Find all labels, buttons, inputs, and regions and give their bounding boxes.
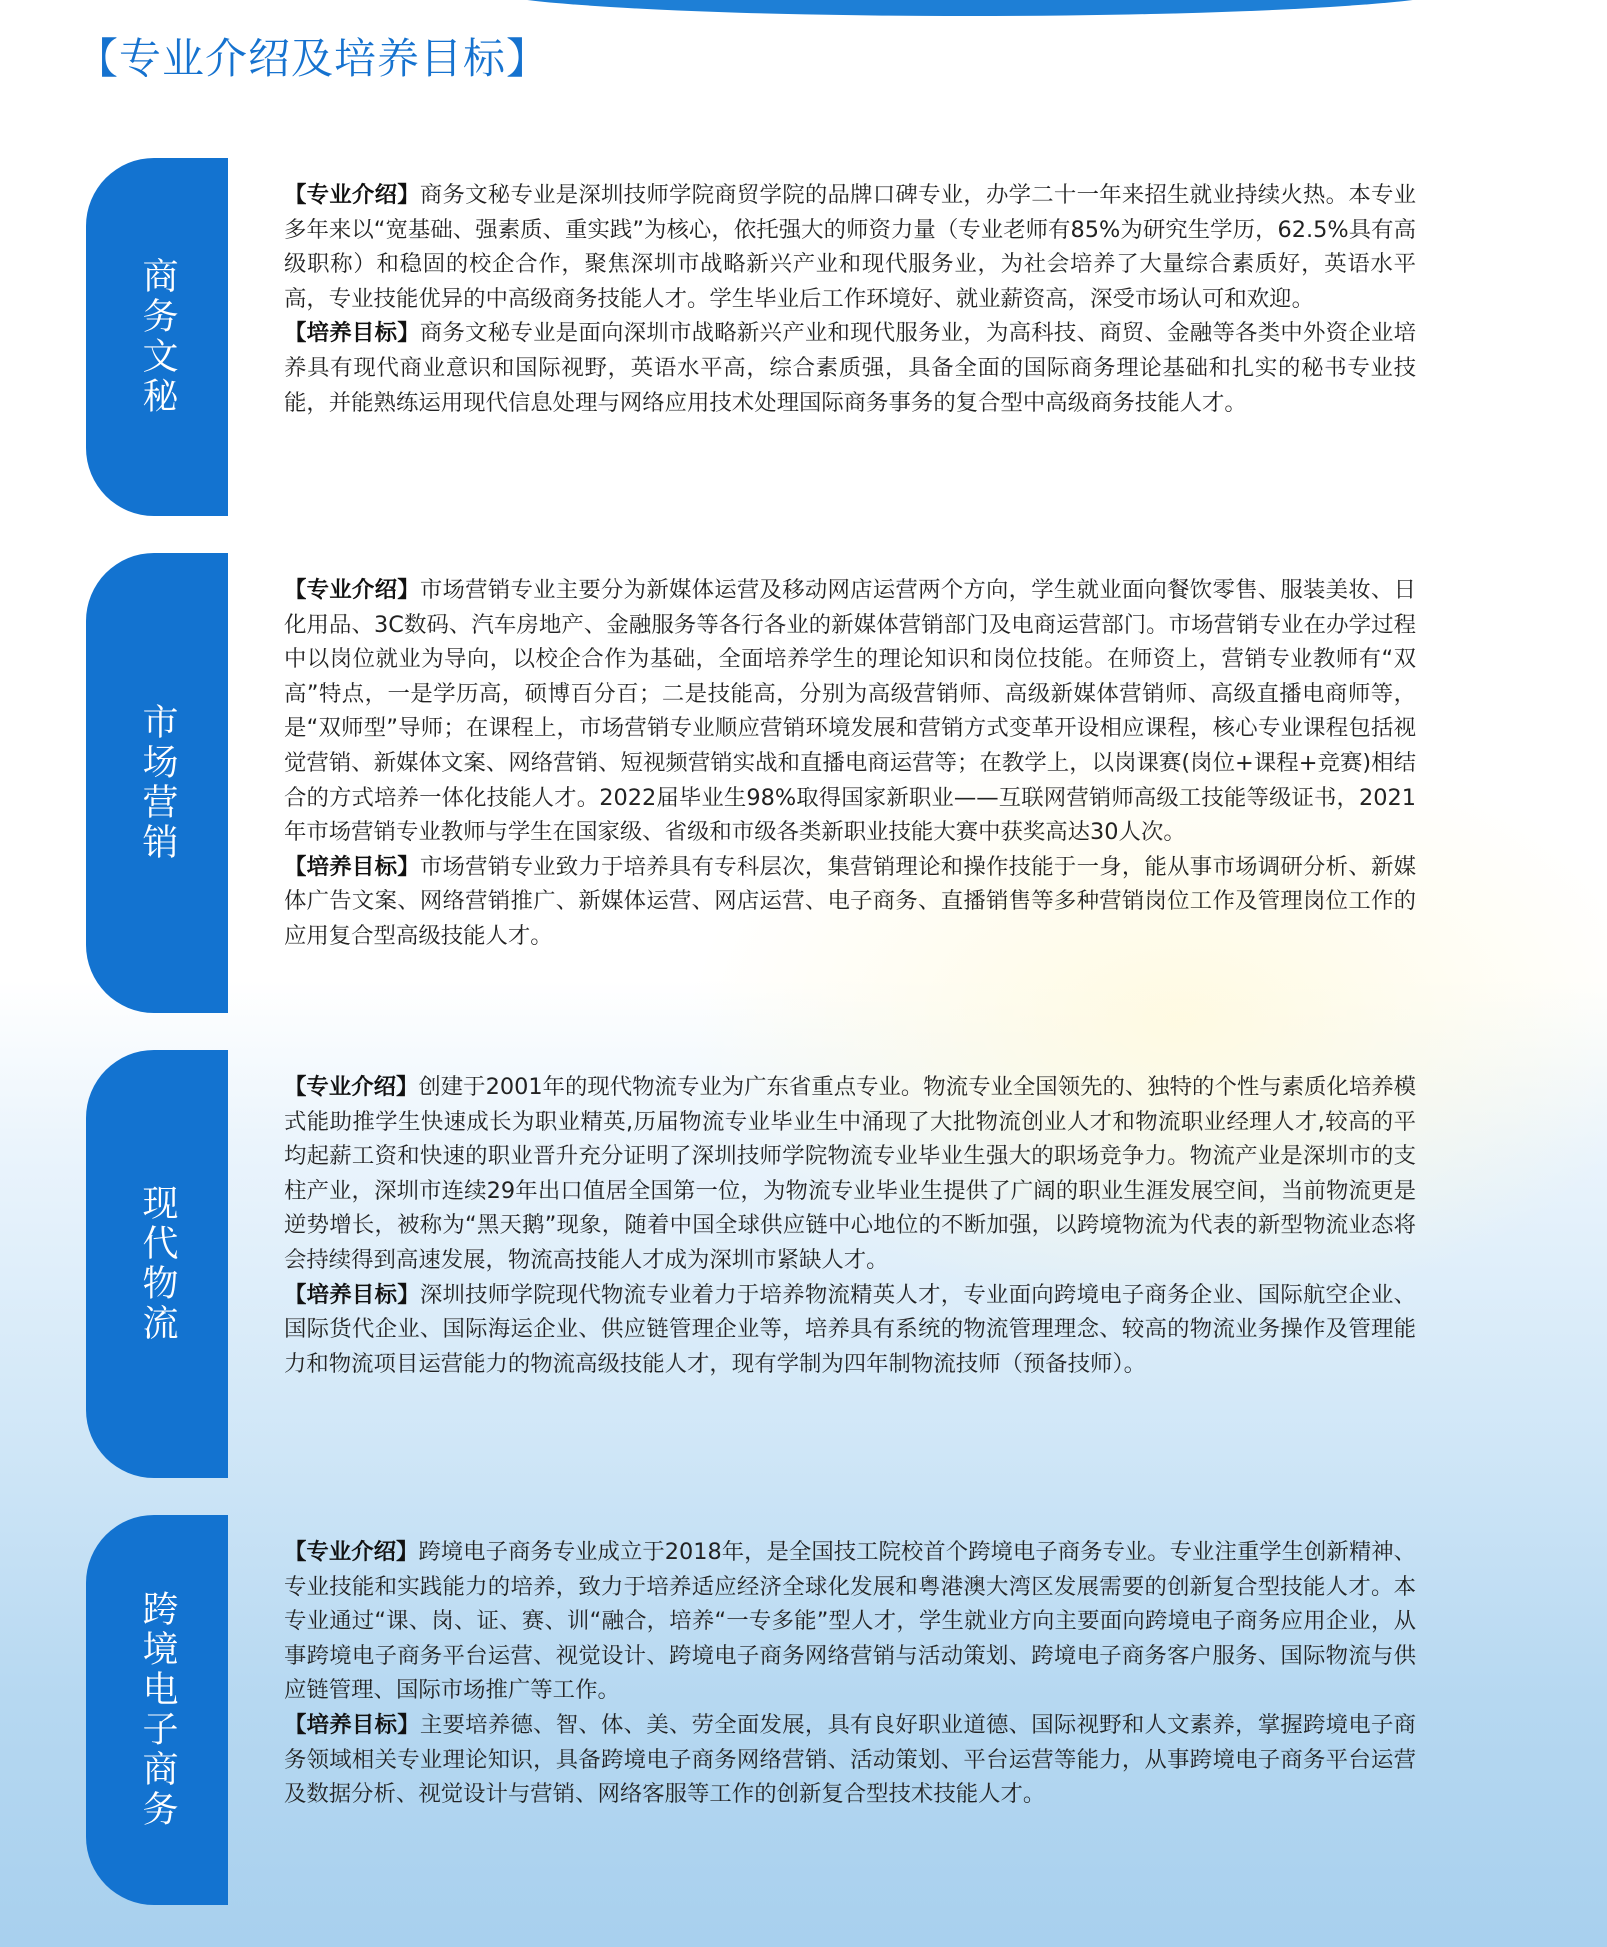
goal-text: 商务文秘专业是面向深圳市战略新兴产业和现代服务业，为高科技、商贸、金融等各类中外资企业培养具有现代商业意识和国际视野，英语水平高，综合素质强，具备全面的国际商务理论基础和扎实的秘书专业技能，并能熟练运用现代信息处理与网络应用技术处理国际商务事务的复合型中高级商务技能人才。 <box>284 320 1417 416</box>
goal-label: 【培养目标】 <box>284 1281 420 1308</box>
top-decorative-arc <box>480 0 1460 16</box>
section-content <box>284 178 1416 420</box>
goal-paragraph <box>284 850 1416 954</box>
section-modern-logistics <box>86 1050 1446 1478</box>
section-content <box>284 1535 1416 1812</box>
section-content <box>284 1070 1416 1381</box>
section-tab <box>86 553 228 1013</box>
section-tab-label: 现代物流 <box>137 1184 178 1344</box>
intro-paragraph <box>284 1070 1416 1278</box>
intro-label: 【专业介绍】 <box>284 1074 419 1100</box>
section-tab-label: 市场营销 <box>137 703 178 863</box>
page-title: 【专业介绍及培养目标】 <box>76 34 550 83</box>
intro-paragraph <box>284 573 1416 850</box>
section-business-secretary <box>86 158 1446 516</box>
section-tab-label: 跨境电子商务 <box>137 1590 178 1830</box>
goal-text: 主要培养德、智、体、美、劳全面发展，具有良好职业道德、国际视野和人文素养，掌握跨境电子商务领域相关专业理论知识，具备跨境电子商务网络营销、活动策划、平台运营等能力，从事跨境电子商务平台运营及数据分析、视觉设计与营销、网络客服等工作的创新复合型技术技能人才。 <box>284 1711 1417 1808</box>
goal-paragraph <box>284 1278 1416 1382</box>
goal-label: 【培养目标】 <box>284 320 420 347</box>
section-tab <box>86 1050 228 1478</box>
goal-paragraph <box>284 316 1416 420</box>
intro-label: 【专业介绍】 <box>284 577 420 603</box>
section-tab <box>86 1515 228 1905</box>
section-tab-label: 商务文秘 <box>137 257 178 417</box>
goal-label: 【培养目标】 <box>284 1711 420 1738</box>
goal-text: 深圳技师学院现代物流专业着力于培养物流精英人才，专业面向跨境电子商务企业、国际航空企业、国际货代企业、国际海运企业、供应链管理企业等，培养具有系统的物流管理理念、较高的物流业务操作及管理能力和物流项目运营能力的物流高级技能人才，现有学制为四年制物流技师（预备技师）。 <box>284 1281 1417 1377</box>
intro-label: 【专业介绍】 <box>284 182 420 208</box>
section-marketing <box>86 553 1446 1013</box>
goal-text: 市场营销专业致力于培养具有专科层次，集营销理论和操作技能于一身，能从事市场调研分析、新媒体广告文案、网络营销推广、新媒体运营、网店运营、电子商务、直播销售等多种营销岗位工作及管理岗位工作的应用复合型高级技能人才。 <box>284 853 1417 949</box>
goal-paragraph <box>284 1708 1416 1812</box>
intro-label: 【专业介绍】 <box>284 1539 419 1565</box>
intro-text: 商务文秘专业是深圳技师学院商贸学院的品牌口碑专业，办学二十一年来招生就业持续火热。本专业多年来以“宽基础、强素质、重实践”为核心，依托强大的师资力量（专业老师有85%为研究生学历，62.5%具有高级职称）和稳固的校企合作，聚焦深圳市战略新兴产业和现代服务业，为社会培养了大量综合素质好，英语水平高，专业技能优异的中高级商务技能人才。学生毕业后工作环境好、就业薪资高，深受市场认可和欢迎。 <box>284 182 1417 312</box>
section-tab <box>86 158 228 516</box>
intro-paragraph <box>284 178 1416 316</box>
intro-paragraph <box>284 1535 1416 1708</box>
intro-text: 跨境电子商务专业成立于2018年，是全国技工院校首个跨境电子商务专业。专业注重学生创新精神、专业技能和实践能力的培养，致力于培养适应经济全球化发展和粤港澳大湾区发展需要的创新复合型技能人才。本专业通过“课、岗、证、赛、训“融合，培养“一专多能”型人才，学生就业方向主要面向跨境电子商务应用企业，从事跨境电子商务平台运营、视觉设计、跨境电子商务网络营销与活动策划、跨境电子商务客户服务、国际物流与供应链管理、国际市场推广等工作。 <box>284 1539 1417 1704</box>
section-content <box>284 573 1416 954</box>
goal-label: 【培养目标】 <box>284 853 420 880</box>
section-cross-border-ecommerce <box>86 1515 1446 1905</box>
intro-text: 创建于2001年的现代物流专业为广东省重点专业。物流专业全国领先的、独特的个性与素质化培养模式能助推学生快速成长为职业精英,历届物流专业毕业生中涌现了大批物流创业人才和物流职业经理人才,较高的平均起薪工资和快速的职业晋升充分证明了深圳技师学院物流专业毕业生强大的职场竞争力。物流产业是深圳市的支柱产业，深圳市连续29年出口值居全国第一位，为物流专业毕业生提供了广阔的职业生涯发展空间，当前物流更是逆势增长，被称为“黑天鹅”现象，随着中国全球供应链中心地位的不断加强，以跨境物流为代表的新型物流业态将会持续得到高速发展，物流高技能人才成为深圳市紧缺人才。 <box>284 1074 1417 1273</box>
intro-text: 市场营销专业主要分为新媒体运营及移动网店运营两个方向，学生就业面向餐饮零售、服装美妆、日化用品、3C数码、汽车房地产、金融服务等各行各业的新媒体营销部门及电商运营部门。市场营销专业在办学过程中以岗位就业为导向，以校企合作为基础，全面培养学生的理论知识和岗位技能。在师资上，营销专业教师有“双高”特点，一是学历高，硕博百分百；二是技能高，分别为高级营销师、高级新媒体营销师、高级直播电商师等，是“双师型”导师；在课程上，市场营销专业顺应营销环境发展和营销方式变革开设相应课程，核心专业课程包括视觉营销、新媒体文案、网络营销、短视频营销实战和直播电商运营等；在教学上，以岗课赛(岗位+课程+竞赛)相结合的方式培养一体化技能人才。2022届毕业生98%取得国家新职业——互联网营销师高级工技能等级证书，2021年市场营销专业教师与学生在国家级、省级和市级各类新职业技能大赛中获奖高达30人次。 <box>284 577 1417 846</box>
